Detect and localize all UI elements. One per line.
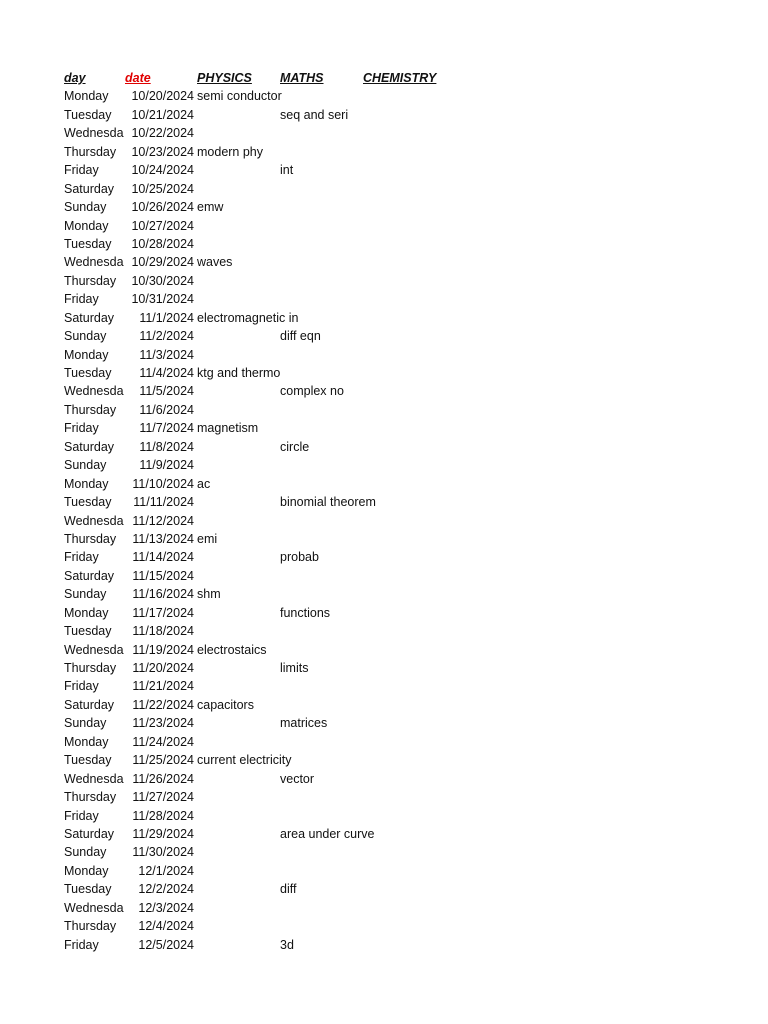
maths-cell: binomial theorem [280,495,376,510]
day-cell: Saturday [64,568,115,583]
date-cell: 11/7/2024 [139,421,194,436]
table-row [64,936,484,954]
table-row [64,530,484,548]
date-cell: 11/28/2024 [132,808,194,823]
table-row [64,604,484,622]
date-cell: 11/23/2024 [132,716,194,731]
table-row [64,309,484,327]
maths-cell: area under curve [280,826,375,841]
table-row [64,770,484,788]
date-cell: 11/9/2024 [139,458,194,473]
header-maths: MATHS [280,71,324,85]
date-cell: 12/2/2024 [138,882,194,897]
day-cell: Friday [64,163,99,178]
table-row [64,677,484,695]
physics-cell: current electricity [197,753,292,768]
day-cell: Thursday [64,661,117,675]
day-cell: Friday [64,292,99,307]
table-row [64,235,484,253]
date-cell: 11/14/2024 [132,550,194,565]
date-cell: 10/30/2024 [131,273,194,288]
physics-cell: ktg and thermo [197,366,281,380]
date-cell: 11/22/2024 [132,697,194,712]
day-cell: Saturday [64,439,115,454]
date-cell: 11/1/2024 [139,310,194,325]
day-cell: Wednesda [64,384,124,399]
date-cell: 11/4/2024 [139,366,194,380]
table-row [64,751,484,769]
physics-cell: magnetism [197,421,259,436]
day-cell: Saturday [64,697,115,712]
date-cell: 11/21/2024 [132,679,194,694]
table-row [64,825,484,843]
physics-cell: ac [197,476,211,491]
physics-cell: electrostaics [197,642,267,657]
date-cell: 12/4/2024 [138,919,194,934]
day-cell: Sunday [64,587,107,602]
day-cell: Friday [64,550,99,565]
day-cell: Thursday [64,790,117,805]
physics-cell: modern phy [197,144,264,159]
day-cell: Saturday [64,826,115,841]
day-cell: Wednesda [64,642,124,657]
day-cell: Thursday [64,273,117,288]
day-cell: Monday [64,863,109,878]
day-cell: Friday [64,421,99,436]
table-row [64,327,484,345]
date-cell: 11/16/2024 [132,587,194,602]
day-cell: Friday [64,808,99,823]
date-cell: 11/18/2024 [132,624,194,639]
day-cell: Wednesda [64,255,124,270]
date-cell: 10/31/2024 [131,292,194,307]
date-cell: 11/15/2024 [132,568,194,583]
date-cell: 12/3/2024 [138,900,194,915]
header-row [64,69,484,87]
maths-cell: int [280,163,294,178]
table-row [64,807,484,825]
table-row [64,401,484,419]
maths-cell: functions [280,605,331,620]
day-cell: Friday [64,937,99,952]
day-cell: Tuesday [64,753,112,768]
date-cell: 11/30/2024 [132,845,194,860]
table-row [64,161,484,179]
physics-cell: electromagnetic in [197,310,299,325]
maths-cell: 3d [280,937,294,952]
date-cell: 11/26/2024 [132,771,194,786]
physics-cell: semi conductor [197,89,282,104]
date-cell: 10/21/2024 [131,107,194,122]
day-cell: Sunday [64,716,107,731]
maths-cell: diff eqn [280,329,321,344]
physics-cell: capacitors [197,697,254,712]
physics-cell: emw [197,200,224,215]
table-row [64,862,484,880]
header-day: day [64,71,86,85]
day-cell: Wednesda [64,126,124,141]
day-cell: Wednesda [64,900,124,915]
table-row [64,124,484,142]
table-row [64,456,484,474]
day-cell: Thursday [64,919,117,934]
date-cell: 10/23/2024 [131,144,194,159]
date-cell: 11/3/2024 [139,347,194,362]
date-cell: 12/5/2024 [138,937,194,952]
table-row [64,880,484,898]
day-cell: Tuesday [64,624,112,639]
date-cell: 10/27/2024 [131,218,194,233]
day-cell: Tuesday [64,882,112,897]
date-cell: 10/28/2024 [131,236,194,251]
day-cell: Thursday [64,144,117,159]
day-cell: Monday [64,605,109,620]
maths-cell: vector [280,771,315,786]
header-date: date [125,71,151,85]
date-cell: 11/13/2024 [132,531,194,546]
day-cell: Tuesday [64,495,112,510]
day-cell: Thursday [64,531,117,546]
day-cell: Monday [64,218,109,233]
date-cell: 11/11/2024 [133,495,194,510]
physics-cell: emi [197,531,218,546]
day-cell: Monday [64,347,109,362]
table-row [64,548,484,566]
date-cell: 10/24/2024 [131,163,194,178]
date-cell: 11/2/2024 [139,329,194,344]
day-cell: Thursday [64,402,117,417]
table-row [64,253,484,271]
maths-cell: seq and seri [280,107,349,122]
table-row [64,419,484,437]
header-chemistry: CHEMISTRY [363,71,437,85]
date-cell: 11/29/2024 [132,826,194,841]
date-cell: 11/5/2024 [139,384,194,399]
table-row [64,917,484,935]
date-cell: 11/8/2024 [139,439,194,454]
table-row [64,272,484,290]
date-cell: 10/20/2024 [131,89,194,104]
table-row [64,899,484,917]
date-cell: 10/22/2024 [131,126,194,141]
maths-cell: probab [280,550,319,565]
table-row [64,512,484,530]
maths-cell: complex no [280,384,344,399]
table-body [64,87,484,954]
table-row [64,346,484,364]
date-cell: 10/29/2024 [131,255,194,270]
physics-cell: shm [197,587,221,602]
date-cell: 11/25/2024 [132,753,194,768]
table-row [64,198,484,216]
table-row [64,714,484,732]
day-cell: Wednesda [64,513,124,528]
maths-cell: matrices [280,716,328,731]
table-row [64,180,484,198]
day-cell: Monday [64,476,109,491]
table-row [64,585,484,603]
day-cell: Sunday [64,329,107,344]
day-cell: Tuesday [64,236,112,251]
table-row [64,364,484,382]
table-row [64,87,484,105]
table-row [64,843,484,861]
day-cell: Sunday [64,845,107,860]
table-row [64,788,484,806]
date-cell: 12/1/2024 [138,863,194,878]
table-row [64,622,484,640]
table-row [64,696,484,714]
date-cell: 11/27/2024 [132,790,194,805]
day-cell: Saturday [64,310,115,325]
table-row [64,382,484,400]
physics-cell: waves [197,255,233,270]
date-cell: 10/26/2024 [131,200,194,215]
table-row [64,106,484,124]
day-cell: Sunday [64,458,107,473]
day-cell: Monday [64,89,109,104]
date-cell: 11/19/2024 [132,642,194,657]
date-cell: 11/6/2024 [139,402,194,417]
day-cell: Friday [64,679,99,694]
date-cell: 11/10/2024 [132,476,194,491]
day-cell: Wednesda [64,771,124,786]
table-row [64,567,484,585]
table-row [64,290,484,308]
table-row [64,641,484,659]
day-cell: Saturday [64,181,115,196]
maths-cell: circle [280,439,310,454]
day-cell: Tuesday [64,366,112,380]
day-cell: Monday [64,734,109,749]
table-row [64,733,484,751]
table-row [64,493,484,511]
date-cell: 11/12/2024 [132,513,194,528]
day-cell: Tuesday [64,107,112,122]
table-row [64,438,484,456]
table-row [64,475,484,493]
table-row [64,217,484,235]
header-physics: PHYSICS [197,71,252,85]
schedule-table [64,69,484,954]
table-row [64,659,484,677]
date-cell: 11/24/2024 [132,734,194,749]
day-cell: Sunday [64,200,107,215]
maths-cell: diff [280,882,297,897]
maths-cell: limits [280,661,309,675]
date-cell: 11/20/2024 [132,661,194,675]
date-cell: 10/25/2024 [131,181,194,196]
table-row [64,143,484,161]
date-cell: 11/17/2024 [132,605,194,620]
